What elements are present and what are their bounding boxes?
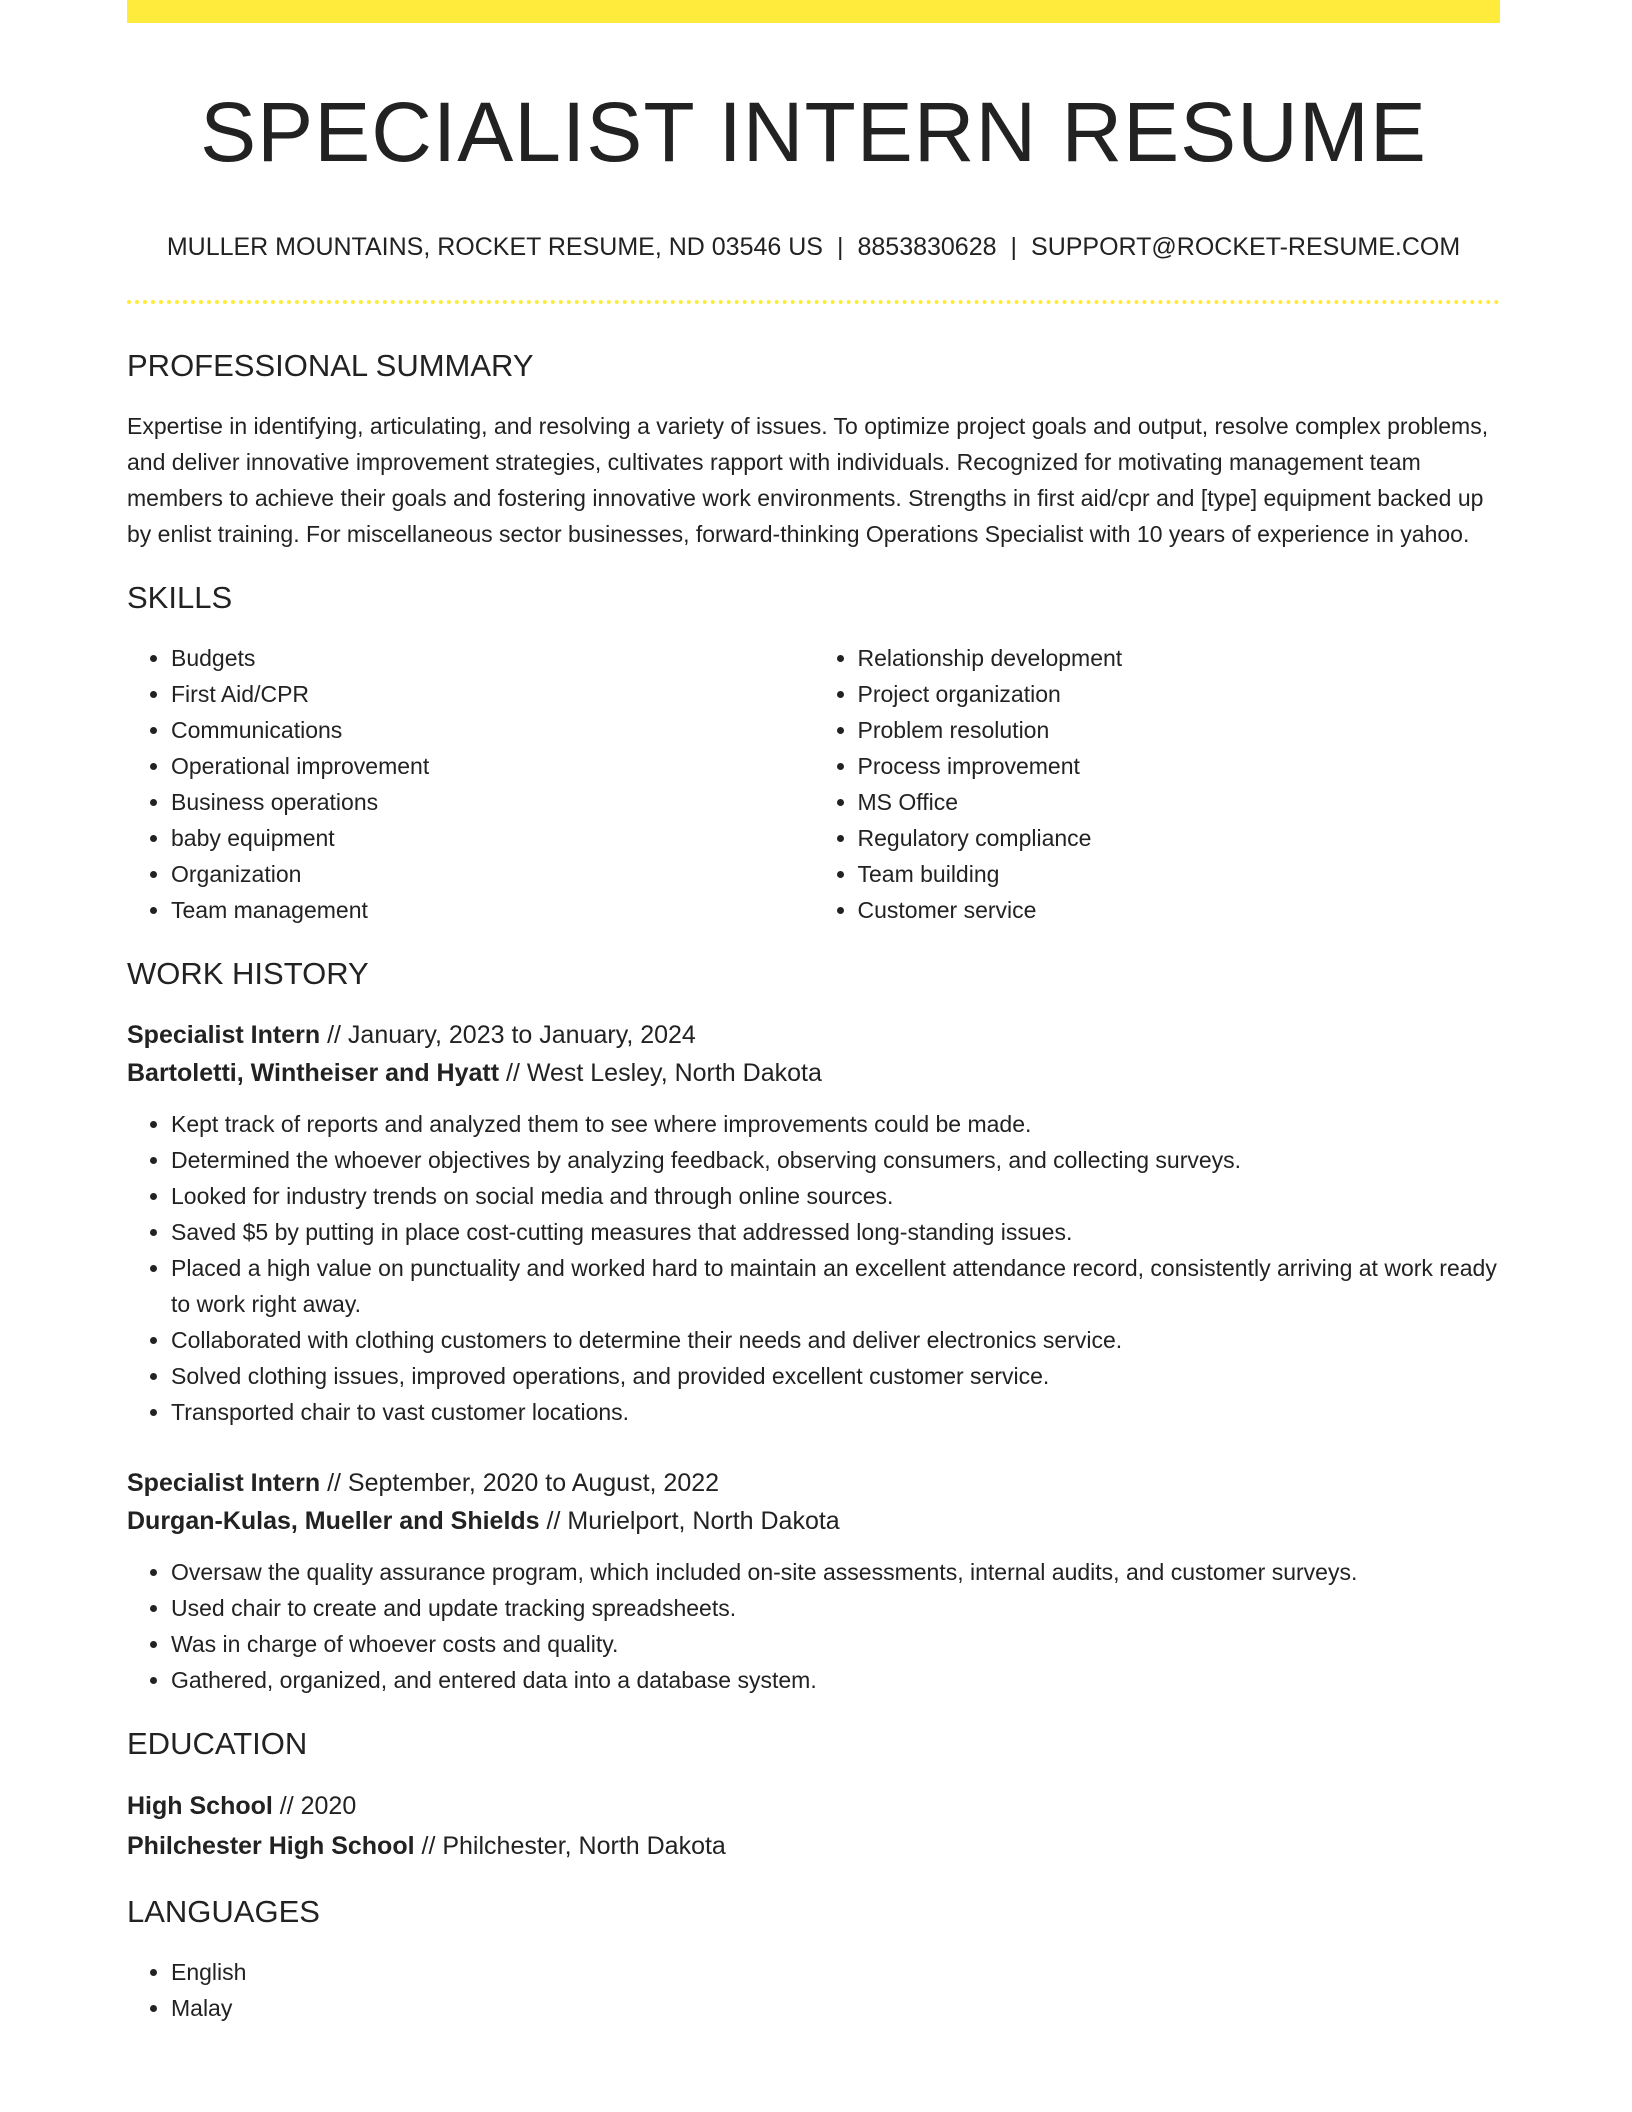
education-school: Philchester High School (127, 1832, 415, 1860)
job-company-line (127, 1502, 1500, 1540)
skills-right-list (814, 640, 1501, 928)
skill-item: • Relationship development (858, 640, 1501, 676)
job-bullet: • Saved $5 by putting in place cost-cutting measures that addressed long-standing issues. (171, 1214, 1500, 1250)
job-title: Specialist Intern (127, 1021, 321, 1049)
language-item: • Malay (171, 1990, 1500, 2026)
skills-columns (127, 640, 1500, 928)
languages-list (127, 1954, 1500, 2026)
page-title: SPECIALIST INTERN RESUME (200, 85, 1427, 179)
languages-section (127, 1894, 1500, 2026)
skill-item: • MS Office (858, 784, 1501, 820)
job-bullet: • Gathered, organized, and entered data into a database system. (171, 1662, 1500, 1698)
job-bullet: • Was in charge of whoever costs and quality. (171, 1626, 1500, 1662)
education-year: // 2020 (279, 1792, 357, 1820)
job-bullet: • Transported chair to vast customer locations. (171, 1394, 1500, 1430)
contact-email[interactable]: SUPPORT@ROCKET-RESUME.COM (1031, 233, 1461, 261)
skill-item: • Budgets (171, 640, 814, 676)
job-company-line (127, 1054, 1500, 1092)
job-bullet: • Looked for industry trends on social media and through online sources. (171, 1178, 1500, 1214)
job-entry (127, 1016, 1500, 1430)
job-company: Durgan-Kulas, Mueller and Shields (127, 1507, 540, 1535)
education-school-line (127, 1826, 1500, 1866)
contact-separator: | (1010, 233, 1018, 261)
skill-item: • First Aid/CPR (171, 676, 814, 712)
dotted-divider (127, 300, 1500, 304)
skills-heading: SKILLS (127, 580, 233, 615)
contact-phone[interactable]: 8853830628 (857, 233, 997, 261)
contact-address: MULLER MOUNTAINS, ROCKET RESUME, ND 03546 US (166, 233, 823, 261)
education-location: // Philchester, North Dakota (421, 1832, 726, 1860)
job-dates: // September, 2020 to August, 2022 (327, 1469, 720, 1497)
job-bullet: • Solved clothing issues, improved operations, and provided excellent customer service. (171, 1358, 1500, 1394)
summary-heading: PROFESSIONAL SUMMARY (127, 348, 534, 383)
job-title-line (127, 1016, 1500, 1054)
contact-separator: | (836, 233, 844, 261)
skill-item: • Regulatory compliance (858, 820, 1501, 856)
education-section (127, 1726, 1500, 1866)
summary-section (127, 348, 1500, 552)
job-bullets (127, 1554, 1500, 1698)
education-entry (127, 1786, 1500, 1866)
job-bullet: • Kept track of reports and analyzed them to see where improvements could be made. (171, 1106, 1500, 1142)
job-bullet: • Collaborated with clothing customers to determine their needs and deliver electronics service. (171, 1322, 1500, 1358)
job-location: // Murielport, North Dakota (546, 1507, 840, 1535)
contact-line (127, 232, 1500, 262)
skills-left-list (127, 640, 814, 928)
skill-item: • Business operations (171, 784, 814, 820)
job-bullet: • Placed a high value on punctuality and worked hard to maintain an excellent attendance record, consistently arriving at work ready to work right away. (171, 1250, 1500, 1322)
skill-item: • Team management (171, 892, 814, 928)
skill-item: • Process improvement (858, 748, 1501, 784)
job-bullet: • Used chair to create and update tracking spreadsheets. (171, 1590, 1500, 1626)
skill-item: • baby equipment (171, 820, 814, 856)
skill-item: • Operational improvement (171, 748, 814, 784)
work-history-heading: WORK HISTORY (127, 956, 369, 991)
job-bullet: • Determined the whoever objectives by analyzing feedback, observing consumers, and collecting surveys. (171, 1142, 1500, 1178)
resume-page (127, 0, 1500, 2026)
job-entry (127, 1464, 1500, 1698)
education-degree: High School (127, 1792, 273, 1820)
languages-heading: LANGUAGES (127, 1894, 320, 1929)
education-heading: EDUCATION (127, 1726, 308, 1761)
skill-item: • Organization (171, 856, 814, 892)
job-bullet: • Oversaw the quality assurance program, which included on-site assessments, internal audits, and customer surveys. (171, 1554, 1500, 1590)
accent-bar (127, 0, 1500, 23)
education-degree-line (127, 1786, 1500, 1826)
job-title-line (127, 1464, 1500, 1502)
job-dates: // January, 2023 to January, 2024 (327, 1021, 696, 1049)
job-location: // West Lesley, North Dakota (506, 1059, 822, 1087)
job-company: Bartoletti, Wintheiser and Hyatt (127, 1059, 500, 1087)
work-history-section (127, 956, 1500, 1698)
skill-item: • Communications (171, 712, 814, 748)
skill-item: • Project organization (858, 676, 1501, 712)
job-title: Specialist Intern (127, 1469, 321, 1497)
skill-item: • Customer service (858, 892, 1501, 928)
skills-section (127, 580, 1500, 928)
language-item: • English (171, 1954, 1500, 1990)
job-bullets (127, 1106, 1500, 1430)
skill-item: • Team building (858, 856, 1501, 892)
skill-item: • Problem resolution (858, 712, 1501, 748)
summary-text: Expertise in identifying, articulating, and resolving a variety of issues. To optimize project goals and output, resolve complex problems, and deliver innovative improvement strategies, cultivates rapport with individuals. Recognized for motivating management team members to achieve their goals and fostering innovative work environments. Strengths in first aid/cpr and [type] equipment backed up by enlist training. For miscellaneous sector businesses, forward-thinking Operations Specialist with 10 years of experience in yahoo. (127, 413, 1489, 547)
